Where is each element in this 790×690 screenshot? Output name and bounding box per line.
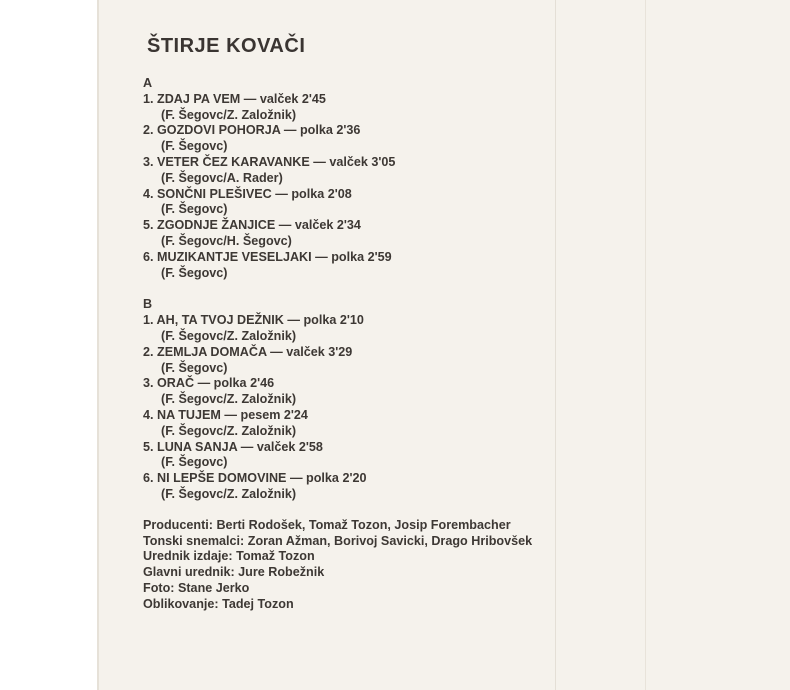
card-edge <box>97 0 99 690</box>
track-credit: (F. Šegovc/A. Rader) <box>161 170 283 185</box>
track-credit: (F. Šegovc/Z. Založnik) <box>161 392 297 407</box>
track-credit: (F. Šegovc) <box>161 202 228 217</box>
track-credit: (F. Šegovc/Z. Založnik) <box>161 107 297 122</box>
track-listing <box>143 76 553 613</box>
track-title: 1. ZDAJ PA VEM — valček 2'45 <box>143 91 326 106</box>
production-credits <box>143 518 553 613</box>
album-title: ŠTIRJE KOVAČI <box>147 35 306 57</box>
track-credit: (F. Šegovc) <box>161 455 228 470</box>
side-a-tracks <box>143 92 553 282</box>
track-credit: (F. Šegovc) <box>161 360 228 375</box>
track-credit: (F. Šegovc/Z. Založnik) <box>161 423 297 438</box>
track-title: 4. SONČNI PLEŠIVEC — polka 2'08 <box>143 186 352 201</box>
track-title: 3. ORAČ — polka 2'46 <box>143 376 275 391</box>
track-title: 6. NI LEPŠE DOMOVINE — polka 2'20 <box>143 471 367 486</box>
credit-line: Producenti: Berti Rodošek, Tomaž Tozon, Josip Forembacher <box>143 517 511 532</box>
credit-line: Urednik izdaje: Tomaž Tozon <box>143 549 315 564</box>
track-title: 1. AH, TA TVOJ DEŽNIK — polka 2'10 <box>143 313 364 328</box>
credit-line: Tonski snemalci: Zoran Ažman, Borivoj Savicki, Drago Hribovšek <box>143 533 533 548</box>
track-title: 3. VETER ČEZ KARAVANKE — valček 3'05 <box>143 154 396 169</box>
track-credit: (F. Šegovc/H. Šegovc) <box>161 233 292 248</box>
track-title: 2. GOZDOVI POHORJA — polka 2'36 <box>143 123 361 138</box>
fold-line <box>645 0 646 690</box>
track-title: 5. LUNA SANJA — valček 2'58 <box>143 439 323 454</box>
side-b-label: B <box>143 297 153 312</box>
fold-line <box>555 0 556 690</box>
side-b-tracks <box>143 313 553 503</box>
side-a-label: A <box>143 76 153 90</box>
credit-line: Glavni urednik: Jure Robežnik <box>143 565 325 580</box>
track-title: 5. ZGODNJE ŽANJICE — valček 2'34 <box>143 218 361 233</box>
track-title: 4. NA TUJEM — pesem 2'24 <box>143 407 308 422</box>
track-credit: (F. Šegovc) <box>161 265 228 280</box>
track-credit: (F. Šegovc/Z. Založnik) <box>161 486 297 501</box>
track-credit: (F. Šegovc/Z. Založnik) <box>161 328 297 343</box>
track-title: 6. MUZIKANTJE VESELJAKI — polka 2'59 <box>143 249 392 264</box>
credit-line: Foto: Stane Jerko <box>143 580 250 595</box>
spacer <box>143 281 553 297</box>
track-credit: (F. Šegovc) <box>161 139 228 154</box>
track-title: 2. ZEMLJA DOMAČA — valček 3'29 <box>143 344 353 359</box>
credit-line: Oblikovanje: Tadej Tozon <box>143 596 294 611</box>
spacer <box>143 503 553 518</box>
